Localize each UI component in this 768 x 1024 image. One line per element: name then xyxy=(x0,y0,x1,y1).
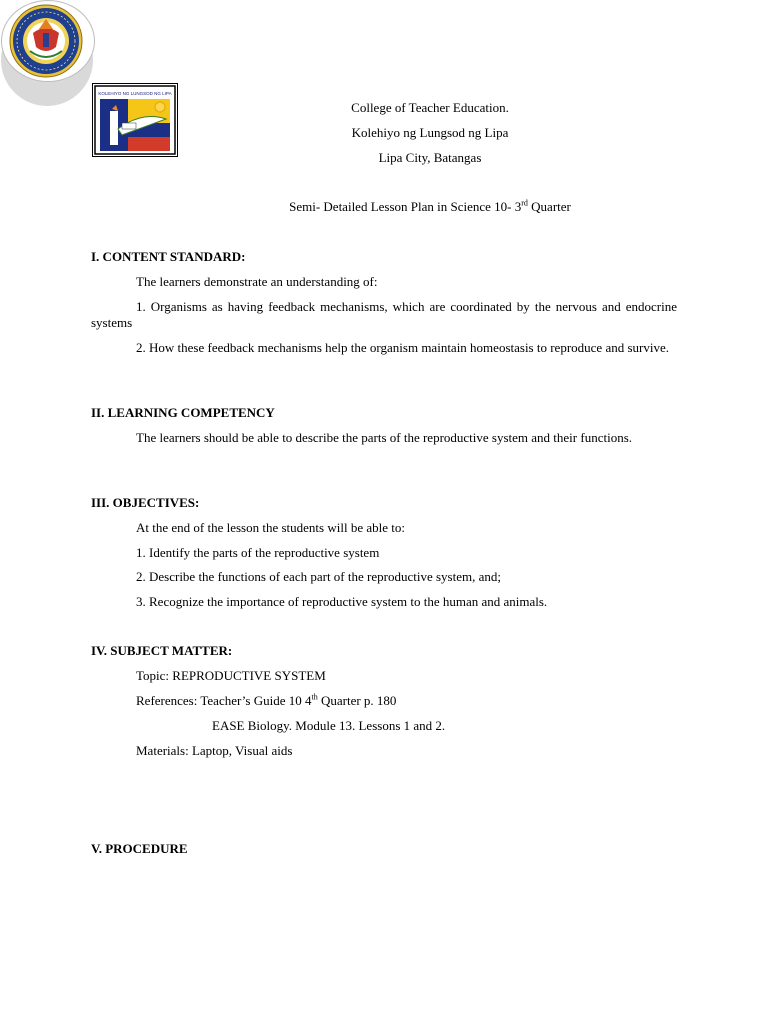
content-standard-item-2: 2. How these feedback mechanisms help the organism maintain homeostasis to reproduce and survive. xyxy=(136,340,669,355)
objective-item-1: 1. Identify the parts of the reproductive system xyxy=(136,545,380,560)
college-seal xyxy=(0,0,96,106)
school-logo xyxy=(92,83,178,157)
subject-matter-reference-2: EASE Biology. Module 13. Lessons 1 and 2. xyxy=(212,718,446,733)
seal-emblem-icon xyxy=(8,3,84,79)
subject-matter-references xyxy=(136,693,396,709)
learning-competency-heading: II. LEARNING COMPETENCY xyxy=(91,405,275,420)
subject-matter-materials: Materials: Laptop, Visual aids xyxy=(136,743,293,758)
subject-matter-topic: Topic: REPRODUCTIVE SYSTEM xyxy=(136,668,326,683)
objective-item-3: 3. Recognize the importance of reproductive system to the human and animals. xyxy=(136,594,548,609)
content-standard-intro: The learners demonstrate an understanding of: xyxy=(136,274,378,289)
procedure-heading: V. PROCEDURE xyxy=(91,841,188,856)
references-suffix: Quarter p. 180 xyxy=(317,693,397,708)
university-name: Kolehiyo ng Lungsod ng Lipa xyxy=(351,125,509,140)
title-suffix: Quarter xyxy=(527,199,571,214)
objectives-heading: III. OBJECTIVES: xyxy=(91,495,200,510)
lesson-plan-title xyxy=(180,199,680,215)
subject-matter-heading: IV. SUBJECT MATTER: xyxy=(91,643,233,658)
references-sup: th xyxy=(311,692,318,702)
objective-item-2: 2. Describe the functions of each part of the reproductive system, and; xyxy=(136,569,501,584)
svg-text:KOLEHIYO NG LUNGSOD NG LIPA: KOLEHIYO NG LUNGSOD NG LIPA xyxy=(98,91,172,96)
college-name: College of Teacher Education. xyxy=(351,100,509,115)
title-prefix: Semi- Detailed Lesson Plan in Science 10- 3 xyxy=(289,199,522,214)
title-sup: rd xyxy=(521,198,528,208)
content-standard-item-1: 1. Organisms as having feedback mechanisms, which are coordinated by the nervous and endocrine systems xyxy=(91,299,677,330)
objectives-intro: At the end of the lesson the students will be able to: xyxy=(136,520,405,535)
content-standard-heading: I. CONTENT STANDARD: xyxy=(91,249,246,264)
location: Lipa City, Batangas xyxy=(378,150,482,165)
school-logo-icon xyxy=(92,83,178,157)
references-prefix: References: Teacher’s Guide 10 4 xyxy=(136,693,312,708)
learning-competency-text: The learners should be able to describe the parts of the reproductive system and their functions. xyxy=(136,430,633,445)
